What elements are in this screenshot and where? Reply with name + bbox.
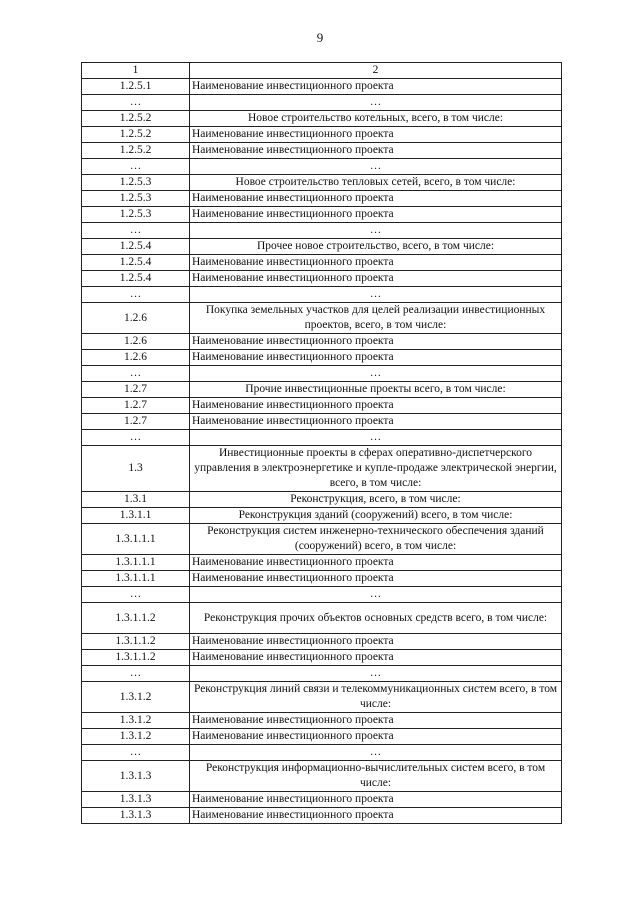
row-description-cell: Наименование инвестиционного проекта <box>190 634 562 650</box>
table-row <box>82 682 562 713</box>
row-description-cell: Новое строительство тепловых сетей, всего, в том числе: <box>190 175 562 191</box>
row-number-cell: … <box>82 745 190 761</box>
row-number-cell: 1.2.5.3 <box>82 175 190 191</box>
row-description-cell: Наименование инвестиционного проекта <box>190 79 562 95</box>
table-row <box>82 303 562 334</box>
row-description-cell: … <box>190 223 562 239</box>
row-description-cell: Покупка земельных участков для целей реализации инвестиционных проектов, всего, в том числе: <box>190 303 562 334</box>
table-row <box>82 492 562 508</box>
row-description-cell: … <box>190 366 562 382</box>
row-description-cell: Наименование инвестиционного проекта <box>190 398 562 414</box>
table-row <box>82 414 562 430</box>
table-row <box>82 223 562 239</box>
row-description-cell: Реконструкция прочих объектов основных средств всего, в том числе: <box>190 603 562 634</box>
row-description-cell: Наименование инвестиционного проекта <box>190 571 562 587</box>
row-description-cell: Наименование инвестиционного проекта <box>190 713 562 729</box>
row-number-cell: 1.2.5.4 <box>82 239 190 255</box>
table-row <box>82 446 562 492</box>
row-number-cell: … <box>82 666 190 682</box>
investment-projects-table <box>81 62 562 824</box>
row-description-cell: Наименование инвестиционного проекта <box>190 555 562 571</box>
row-number-cell: … <box>82 287 190 303</box>
row-description-cell: Реконструкция линий связи и телекоммуникационных систем всего, в том числе: <box>190 682 562 713</box>
row-number-cell: 1.3.1.3 <box>82 808 190 824</box>
row-description-cell: … <box>190 430 562 446</box>
row-description-cell: … <box>190 666 562 682</box>
table-row <box>82 634 562 650</box>
table-row <box>82 587 562 603</box>
row-number-cell: 1.3.1.1.2 <box>82 603 190 634</box>
row-description-cell: Реконструкция, всего, в том числе: <box>190 492 562 508</box>
row-description-cell: Наименование инвестиционного проекта <box>190 127 562 143</box>
row-description-cell: Прочие инвестиционные проекты всего, в том числе: <box>190 382 562 398</box>
table-row <box>82 603 562 634</box>
row-description-cell: Наименование инвестиционного проекта <box>190 792 562 808</box>
row-description-cell: … <box>190 95 562 111</box>
column-header-1: 1 <box>82 63 190 79</box>
row-number-cell: 1.3.1.2 <box>82 713 190 729</box>
table-row <box>82 79 562 95</box>
table-row <box>82 713 562 729</box>
table-row <box>82 729 562 745</box>
table-row <box>82 207 562 223</box>
table-header-row <box>82 63 562 79</box>
row-description-cell: Наименование инвестиционного проекта <box>190 808 562 824</box>
column-header-2: 2 <box>190 63 562 79</box>
row-description-cell: Реконструкция информационно-вычислительных систем всего, в том числе: <box>190 761 562 792</box>
row-number-cell: 1.2.5.4 <box>82 255 190 271</box>
table-row <box>82 175 562 191</box>
row-description-cell: … <box>190 159 562 175</box>
row-number-cell: 1.3.1.1.2 <box>82 634 190 650</box>
row-number-cell: 1.3.1.2 <box>82 729 190 745</box>
table-row <box>82 111 562 127</box>
table-row <box>82 287 562 303</box>
row-number-cell: 1.2.6 <box>82 303 190 334</box>
row-number-cell: … <box>82 366 190 382</box>
row-number-cell: … <box>82 430 190 446</box>
table-row <box>82 95 562 111</box>
table-row <box>82 143 562 159</box>
row-number-cell: 1.3.1.3 <box>82 792 190 808</box>
row-description-cell: Наименование инвестиционного проекта <box>190 350 562 366</box>
row-description-cell: Наименование инвестиционного проекта <box>190 143 562 159</box>
row-number-cell: 1.2.5.4 <box>82 271 190 287</box>
row-description-cell: Реконструкция систем инженерно-технического обеспечения зданий (сооружений) всего, в том числе: <box>190 524 562 555</box>
row-description-cell: Наименование инвестиционного проекта <box>190 255 562 271</box>
row-number-cell: 1.2.6 <box>82 334 190 350</box>
table-row <box>82 555 562 571</box>
table-row <box>82 366 562 382</box>
row-number-cell: 1.2.6 <box>82 350 190 366</box>
row-description-cell: Новое строительство котельных, всего, в том числе: <box>190 111 562 127</box>
row-description-cell: … <box>190 745 562 761</box>
row-description-cell: Наименование инвестиционного проекта <box>190 191 562 207</box>
table-row <box>82 808 562 824</box>
row-number-cell: 1.2.7 <box>82 398 190 414</box>
table-row <box>82 271 562 287</box>
row-number-cell: 1.3 <box>82 446 190 492</box>
row-number-cell: … <box>82 159 190 175</box>
row-description-cell: … <box>190 587 562 603</box>
row-number-cell: 1.3.1.1.1 <box>82 524 190 555</box>
row-description-cell: Наименование инвестиционного проекта <box>190 271 562 287</box>
table-row <box>82 334 562 350</box>
row-number-cell: 1.3.1.1.1 <box>82 555 190 571</box>
table-row <box>82 524 562 555</box>
row-number-cell: … <box>82 587 190 603</box>
row-number-cell: … <box>82 223 190 239</box>
table-row <box>82 761 562 792</box>
row-number-cell: 1.2.7 <box>82 382 190 398</box>
row-number-cell: 1.3.1.3 <box>82 761 190 792</box>
table-row <box>82 430 562 446</box>
table-row <box>82 191 562 207</box>
table-row <box>82 792 562 808</box>
table-row <box>82 127 562 143</box>
row-number-cell: 1.3.1.1.2 <box>82 650 190 666</box>
table-row <box>82 666 562 682</box>
row-description-cell: Наименование инвестиционного проекта <box>190 414 562 430</box>
row-description-cell: Реконструкция зданий (сооружений) всего, в том числе: <box>190 508 562 524</box>
table-row <box>82 350 562 366</box>
row-number-cell: 1.2.5.2 <box>82 127 190 143</box>
row-description-cell: Наименование инвестиционного проекта <box>190 207 562 223</box>
table-row <box>82 398 562 414</box>
table-row <box>82 745 562 761</box>
row-number-cell: 1.3.1.1.1 <box>82 571 190 587</box>
row-number-cell: 1.3.1.2 <box>82 682 190 713</box>
table-row <box>82 255 562 271</box>
row-number-cell: 1.2.5.3 <box>82 191 190 207</box>
row-number-cell: 1.2.7 <box>82 414 190 430</box>
row-description-cell: Наименование инвестиционного проекта <box>190 650 562 666</box>
row-description-cell: Наименование инвестиционного проекта <box>190 729 562 745</box>
row-description-cell: … <box>190 287 562 303</box>
table-body <box>82 79 562 824</box>
row-description-cell: Инвестиционные проекты в сферах оперативно-диспетчерского управления в электроэнергетике и купле-продаже электрической энергии, всего, в том числе: <box>190 446 562 492</box>
table-row <box>82 650 562 666</box>
table-row <box>82 239 562 255</box>
table-row <box>82 508 562 524</box>
row-number-cell: 1.2.5.2 <box>82 143 190 159</box>
row-number-cell: 1.3.1.1 <box>82 508 190 524</box>
row-number-cell: 1.3.1 <box>82 492 190 508</box>
table-row <box>82 382 562 398</box>
row-number-cell: 1.2.5.2 <box>82 111 190 127</box>
table-row <box>82 159 562 175</box>
row-number-cell: … <box>82 95 190 111</box>
row-description-cell: Наименование инвестиционного проекта <box>190 334 562 350</box>
page-number: 9 <box>316 30 324 45</box>
row-number-cell: 1.2.5.3 <box>82 207 190 223</box>
table-row <box>82 571 562 587</box>
row-description-cell: Прочее новое строительство, всего, в том числе: <box>190 239 562 255</box>
row-number-cell: 1.2.5.1 <box>82 79 190 95</box>
